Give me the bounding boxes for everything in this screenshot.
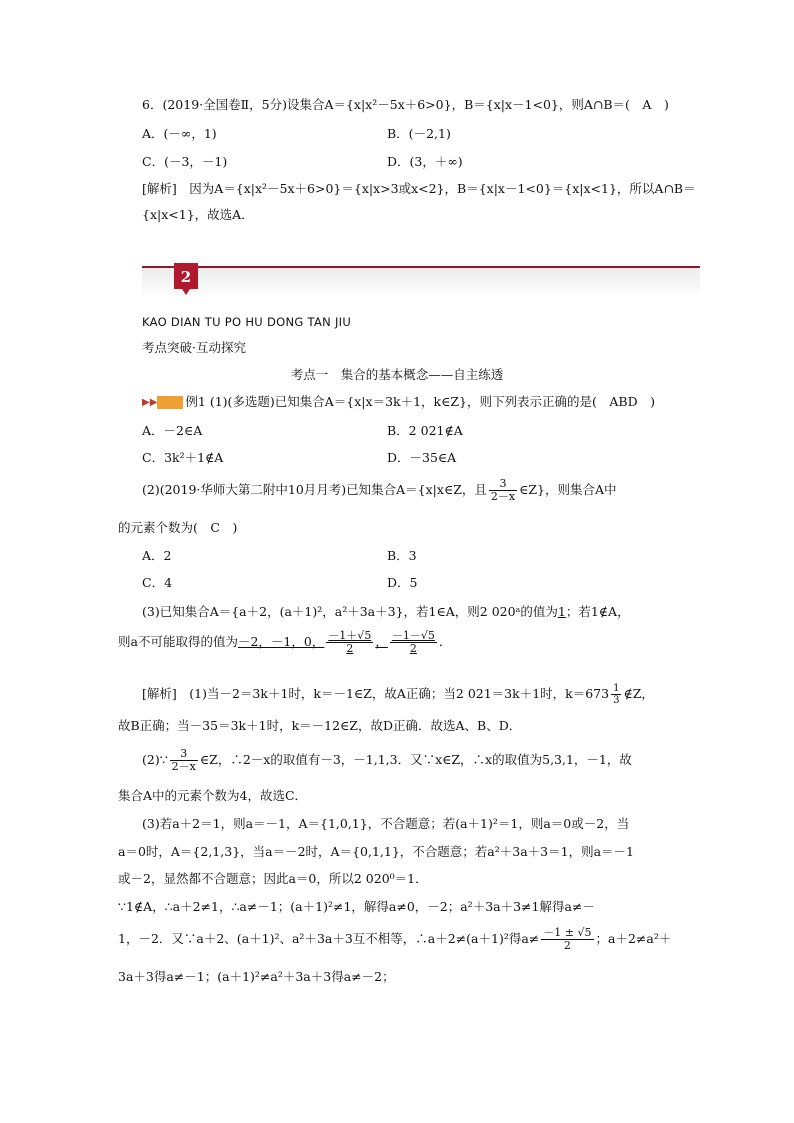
solution-line10: 3a＋3得a≠－1；(a＋1)²≠a²＋3a＋3得a≠－2；	[118, 969, 395, 984]
fraction: $\frac{3}{2-x}$	[490, 477, 516, 504]
q6-option-a: A．(－∞，1)	[142, 126, 217, 141]
section-number: 2	[180, 268, 192, 286]
topic-title: 考点一 集合的基本概念——自主练透	[290, 367, 504, 382]
example1-part1: ▶▶ 例1 (1)(多选题)已知集合A＝{x|x＝3k＋1，k∈Z}，则下列表示正确的是( ABD )	[142, 394, 656, 409]
p2-option-b: B．3	[387, 548, 417, 563]
p2-option-a: A．2	[142, 548, 172, 563]
ex1-option-d: D．－35∈A	[387, 450, 457, 465]
solution-line5: (3)若a＋2＝1，则a＝－1，A＝{1,0,1}，不合题意；若(a＋1)²＝1，则a＝0或－2，当	[142, 816, 630, 831]
q6-analysis-line1: [解析] 因为A＝{x|x²－5x＋6>0}＝{x|x>3或x<2}，B＝{x|x－1<0}＝{x|x<1}，所以A∩B＝	[142, 181, 696, 196]
answer-blank-1: 1	[557, 604, 566, 619]
double-arrow-icon: ▶▶	[142, 396, 158, 408]
solution-line2: 故B正确；当－35＝3k＋1时，k＝－12∈Z，故D正确．故选A、B、D．	[118, 718, 522, 733]
solution-line1: [解析] (1)当－2＝3k＋1时，k＝－1∈Z，故A正确；当2 021＝3k＋1时，k＝673 $\frac{1}{3}$ ∉Z，	[142, 683, 654, 706]
example1-part2: (2)(2019·华师大第二附中10月月考)已知集合A＝{x|x∈Z，且 $\frac{3}{2-x}$ ∈Z}，则集合A中	[142, 477, 617, 504]
fraction: $\frac{3}{2-x}$	[171, 747, 196, 774]
fraction: $\frac{-1 \pm √5}{2}$	[543, 926, 592, 953]
section-title: 考点突破·互动探究	[142, 340, 246, 355]
fraction-minus: $\frac{-1-√5}{2}$	[391, 629, 435, 656]
solution-line8: ∵1∉A，∴a＋2≠1，∴a≠－1；(a＋1)²≠1，解得a≠0，－2；a²＋3a＋3≠1解得a≠－	[118, 899, 595, 914]
q6-analysis-line2: {x|x<1}，故选A．	[142, 207, 254, 222]
section-divider	[142, 266, 700, 268]
example1-part2-line2: 的元素个数为( C )	[118, 520, 238, 535]
ex1-option-a: A．－2∈A	[142, 423, 203, 438]
solution-line3: (2)∵ $\frac{3}{2-x}$ ∈Z，∴2－x的取值有－3，－1,1,3．又∵x∈Z，∴x的取值为5,3,1，－1，故	[142, 747, 632, 774]
q6-option-b: B．(－2,1)	[387, 126, 451, 141]
q6-option-c: C．(－3，－1)	[142, 154, 228, 169]
ex1-option-b: B．2 021∉A	[387, 423, 463, 438]
example1-part3: (3)已知集合A＝{a＋2，(a＋1)²，a²＋3a＋3}，若1∈A，则2 020ᵃ的值为1；若1∉A，	[142, 604, 630, 619]
solution-line6: a＝0时，A＝{2,1,3}，当a＝－2时，A＝{0,1,1}，不合题意；若a²＋3a＋3＝1，则a＝－1	[118, 844, 634, 859]
example1-part3-line2: 则a不可能取得的值为－2，－1，0， $\frac{-1+√5}{2}$ ， $\frac{-1-√5}{2}$ ．	[118, 629, 452, 656]
ex1-option-c: C．3k²＋1∉A	[142, 450, 224, 465]
p2-option-c: C．4	[142, 575, 173, 590]
solution-line7: 或－2，显然都不合题意；因此a＝0，所以2 020⁰＝1．	[118, 871, 428, 886]
solution-line4: 集合A中的元素个数为4，故选C．	[118, 788, 308, 803]
answer-blank-2: －2，－1，0，	[237, 634, 325, 650]
q6-stem: 6．(2019·全国卷Ⅱ，5分)设集合A＝{x|x²－5x＋6>0}，B＝{x|x－1<0}，则A∩B＝( A )	[142, 97, 669, 112]
fraction-plus: $\frac{-1+√5}{2}$	[328, 629, 372, 656]
section-number-badge	[174, 263, 198, 296]
section-bar-shade	[142, 268, 700, 298]
q6-option-d: D．(3，＋∞)	[387, 154, 463, 169]
p2-option-d: D．5	[387, 575, 418, 590]
section-pinyin: KAO DIAN TU PO HU DONG TAN JIU	[142, 315, 352, 329]
solution-line9: 1，－2．又∵a＋2、(a＋1)²、a²＋3a＋3互不相等，∴a＋2≠(a＋1)²得a≠ $\frac{-1 \pm √5}{2}$ ；a＋2≠a²＋	[118, 926, 672, 953]
mixed-fraction: $\frac{1}{3}$	[613, 683, 620, 706]
example-label-box	[157, 396, 183, 409]
